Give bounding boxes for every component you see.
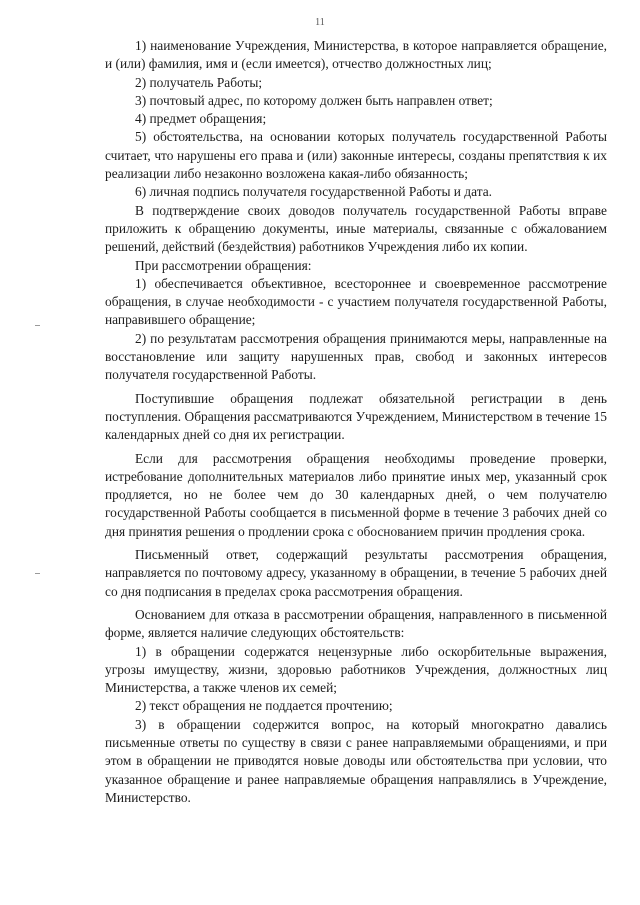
paragraph-review-intro: При рассмотрении обращения: xyxy=(135,257,312,273)
paragraph-item-3: 3) почтовый адрес, по которому должен быть направлен ответ; xyxy=(135,92,493,108)
paragraph-item-5: 5) обстоятельства, на основании которых получатель государственной Работы считает, что нарушены его права и (или) законные интересы, созданы препятствия к их реализации либо незаконно возложена какая-либо обязанность; xyxy=(105,129,607,182)
paragraph-item-4: 4) предмет обращения; xyxy=(135,111,267,127)
document-body xyxy=(105,37,607,807)
paragraph-refusal-2: 2) текст обращения не поддается прочтению; xyxy=(135,698,393,714)
page-number: 11 xyxy=(315,17,325,28)
paragraph-item-1: 1) наименование Учреждения, Министерства, в которое направляется обращение, и (или) фамилия, имя и (если имеется), отчество должностных лиц; xyxy=(105,38,607,72)
paragraph-extension: Если для рассмотрения обращения необходимы проведение проверки, истребование дополнительных материалов либо принятие иных мер, указанный срок продляется, но не более чем до 30 календарных дней, о чем получателю государственной Работы сообщается в письменной форме в течение 3 рабочих дней со дня принятия решения о продлении срока с обоснованием причин продления срока. xyxy=(105,450,607,539)
scan-artifact-mark xyxy=(35,573,40,574)
paragraph-item-6: 6) личная подпись получателя государственной Работы и дата. xyxy=(135,184,493,200)
paragraph-registration: Поступившие обращения подлежат обязательной регистрации в день поступления. Обращения рассматриваются Учреждением, Министерством в течение 15 календарных дней со дня их регистрации. xyxy=(105,390,607,443)
paragraph-refusal-grounds: Основанием для отказа в рассмотрении обращения, направленного в письменной форме, является наличие следующих обстоятельств: xyxy=(105,606,607,641)
paragraph-review-2: 2) по результатам рассмотрения обращения принимаются меры, направленные на восстановление или защиту нарушенных прав, свобод и законных интересов получателя государственной Работы. xyxy=(105,330,607,383)
paragraph-item-2: 2) получатель Работы; xyxy=(135,74,263,90)
scan-artifact-mark xyxy=(35,325,40,326)
paragraph-written-response: Письменный ответ, содержащий результаты рассмотрения обращения, направляется по почтовому адресу, указанному в обращении, в течение 5 рабочих дней со дня подписания в пределах срока рассмотрения обращения. xyxy=(105,547,607,599)
paragraph-attachments: В подтверждение своих доводов получатель государственной Работы вправе приложить к обращению документы, иные материалы, связанные с обжалованием решений, действий (бездействия) работников Учреждения либо их копии. xyxy=(105,202,607,255)
paragraph-refusal-1: 1) в обращении содержатся нецензурные либо оскорбительные выражения, угрозы имуществу, жизни, здоровью работников Учреждения, должностных лиц Министерства, а также членов их семей; xyxy=(105,643,607,696)
paragraph-review-1: 1) обеспечивается объективное, всестороннее и своевременное рассмотрение обращения, в случае необходимости - с участием получателя государственной Работы, направившего обращение; xyxy=(105,275,607,328)
paragraph-refusal-3: 3) в обращении содержится вопрос, на который многократно давались письменные ответы по существу в связи с ранее направляемыми обращениями, и при этом в обращении не приводятся новые доводы или обстоятельства при условии, что указанное обращение и ранее направляемые обращения направлялись в Учреждение, Министерство. xyxy=(105,716,607,805)
